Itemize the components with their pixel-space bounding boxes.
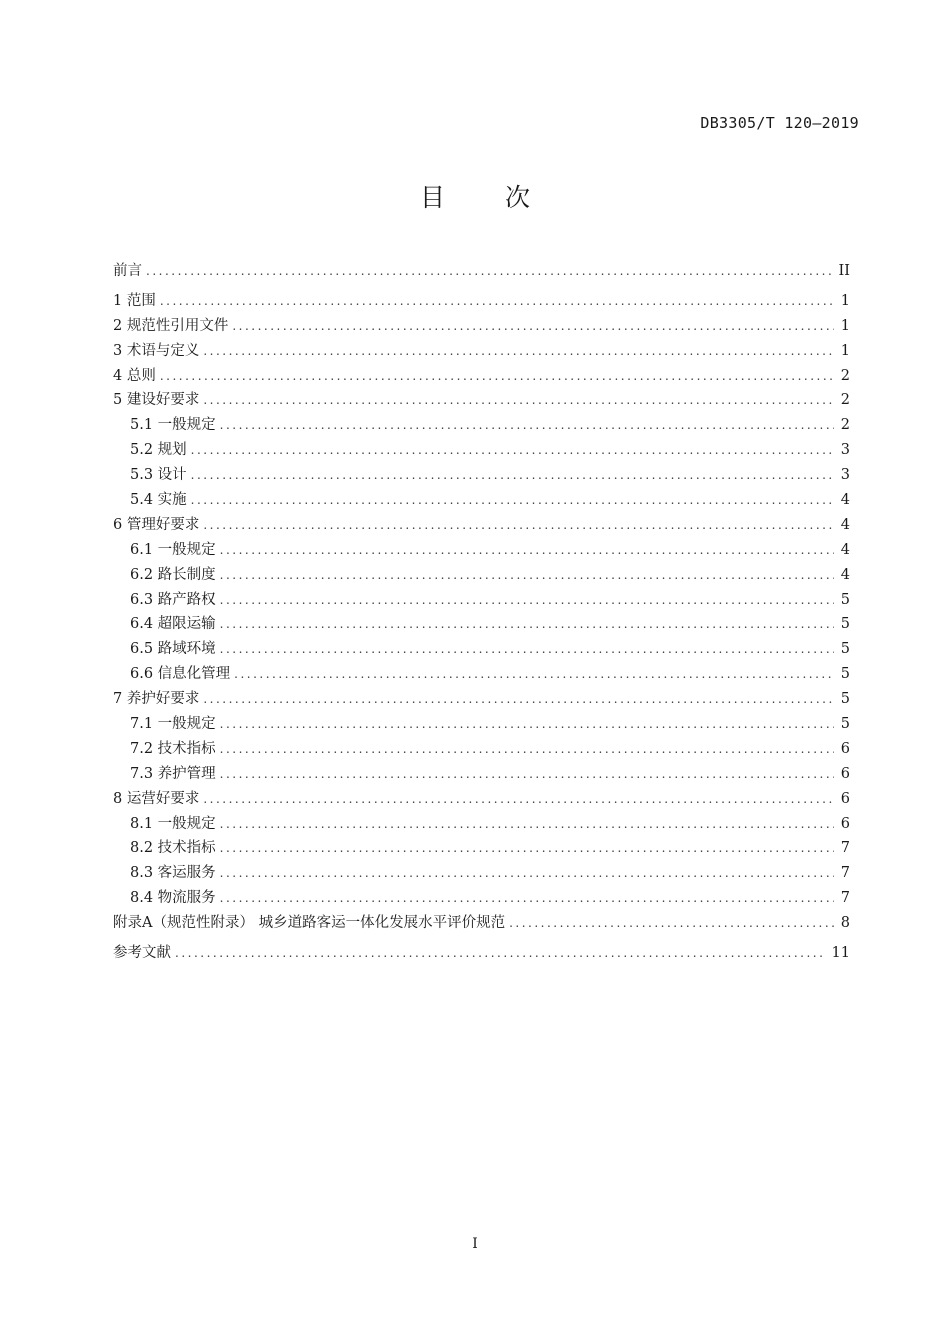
toc-dot-leader: [220, 612, 834, 637]
toc-dot-leader: [203, 388, 834, 413]
toc-entry-page: 6: [840, 765, 850, 782]
toc-dot-leader: [191, 488, 834, 513]
toc-entry-page: 1: [840, 317, 850, 334]
toc-entry[interactable]: [113, 463, 850, 488]
toc-entry-label: 7.2 技术指标: [130, 740, 216, 757]
toc-entry[interactable]: [113, 538, 850, 563]
toc-entry[interactable]: [113, 712, 850, 737]
page-title: 目 次: [420, 183, 556, 212]
toc-entry-label: 前言: [113, 263, 142, 279]
table-of-contents: [113, 259, 850, 966]
toc-entry-label: 7.1 一般规定: [130, 716, 216, 733]
toc-dot-leader: [220, 712, 834, 737]
toc-entry-label: 8 运营好要求: [113, 790, 200, 807]
toc-dot-leader: [220, 737, 834, 762]
toc-entry[interactable]: [113, 861, 850, 886]
toc-entry-page: 5: [840, 666, 850, 683]
toc-entry-label: 6.2 路长制度: [130, 566, 216, 583]
toc-entry-label: 7 养护好要求: [113, 691, 200, 708]
toc-entry[interactable]: [113, 388, 850, 413]
toc-entry-label: 6.5 路域环境: [130, 641, 216, 658]
toc-entry[interactable]: [113, 513, 850, 538]
toc-entry-page: 4: [840, 566, 850, 583]
toc-entry[interactable]: [113, 314, 850, 339]
toc-entry-label: 5 建设好要求: [113, 392, 200, 409]
page-number: I: [472, 1236, 478, 1252]
toc-entry-page: 4: [840, 492, 850, 509]
toc-entry-label: 6.3 路产路权: [130, 591, 216, 608]
toc-entry-label: 5.4 实施: [130, 492, 187, 509]
toc-entry-page: 7: [840, 890, 850, 907]
toc-dot-leader: [220, 588, 834, 613]
toc-entry-page: 4: [840, 541, 850, 558]
toc-entry-label: 6.6 信息化管理: [130, 666, 231, 683]
toc-dot-leader: [203, 687, 834, 712]
toc-dot-leader: [203, 787, 834, 812]
toc-entry[interactable]: [113, 488, 850, 513]
standard-code: DB3305/T 120—2019: [700, 114, 859, 132]
toc-entry-label: 5.2 规划: [130, 442, 187, 459]
toc-entry[interactable]: [113, 637, 850, 662]
toc-entry[interactable]: [113, 911, 850, 936]
toc-entry[interactable]: [113, 941, 850, 966]
toc-dot-leader: [234, 662, 834, 687]
toc-entry-page: 5: [840, 591, 850, 608]
toc-entry-page: 2: [840, 367, 850, 384]
toc-entry-label: 6.1 一般规定: [130, 541, 216, 558]
toc-dot-leader: [220, 812, 834, 837]
toc-entry[interactable]: [113, 413, 850, 438]
toc-dot-leader: [220, 563, 834, 588]
toc-entry-label: 4 总则: [113, 367, 156, 384]
toc-dot-leader: [220, 886, 834, 911]
toc-entry[interactable]: [113, 812, 850, 837]
toc-entry-label: 8.2 技术指标: [130, 840, 216, 857]
toc-entry[interactable]: [113, 737, 850, 762]
toc-entry-page: 7: [840, 865, 850, 882]
toc-dot-leader: [175, 941, 826, 966]
toc-entry-page: 5: [840, 691, 850, 708]
toc-dot-leader: [146, 259, 833, 284]
toc-entry-label: 6 管理好要求: [113, 516, 200, 533]
toc-entry-page: 7: [840, 840, 850, 857]
toc-dot-leader: [220, 861, 834, 886]
toc-dot-leader: [191, 438, 834, 463]
toc-entry-label: 8.4 物流服务: [130, 890, 216, 907]
toc-entry[interactable]: [113, 687, 850, 712]
toc-entry-label: 参考文献: [113, 945, 171, 962]
toc-entry-page: 2: [840, 392, 850, 409]
toc-entry-label: 8.1 一般规定: [130, 815, 216, 832]
toc-entry[interactable]: [113, 289, 850, 314]
toc-entry-label: 附录A（规范性附录） 城乡道路客运一体化发展水平评价规范: [113, 915, 506, 932]
toc-dot-leader: [509, 911, 834, 936]
toc-entry-label: 5.3 设计: [130, 467, 187, 484]
toc-entry-label: 5.1 一般规定: [130, 417, 216, 434]
toc-dot-leader: [203, 339, 834, 364]
toc-entry[interactable]: [113, 588, 850, 613]
toc-entry-page: 1: [840, 292, 850, 309]
toc-dot-leader: [220, 538, 834, 563]
toc-entry-page: 5: [840, 716, 850, 733]
toc-entry-page: 3: [840, 467, 850, 484]
toc-entry-label: 8.3 客运服务: [130, 865, 216, 882]
toc-entry[interactable]: [113, 836, 850, 861]
toc-entry-page: II: [838, 263, 850, 279]
toc-entry[interactable]: [113, 259, 850, 284]
toc-entry-page: 11: [831, 945, 850, 962]
toc-entry-page: 1: [840, 342, 850, 359]
toc-dot-leader: [203, 513, 834, 538]
toc-entry[interactable]: [113, 762, 850, 787]
toc-entry[interactable]: [113, 563, 850, 588]
toc-entry-label: 1 范围: [113, 292, 156, 309]
toc-dot-leader: [220, 413, 834, 438]
toc-dot-leader: [160, 364, 834, 389]
toc-entry[interactable]: [113, 886, 850, 911]
toc-entry[interactable]: [113, 364, 850, 389]
toc-entry-page: 5: [840, 641, 850, 658]
toc-entry-page: 4: [840, 516, 850, 533]
toc-entry-page: 2: [840, 417, 850, 434]
toc-dot-leader: [191, 463, 834, 488]
toc-entry-label: 2 规范性引用文件: [113, 317, 229, 334]
toc-entry-page: 3: [840, 442, 850, 459]
toc-dot-leader: [220, 836, 834, 861]
toc-entry-page: 6: [840, 740, 850, 757]
toc-dot-leader: [220, 762, 834, 787]
toc-dot-leader: [220, 637, 834, 662]
toc-dot-leader: [160, 289, 834, 314]
toc-entry-label: 3 术语与定义: [113, 342, 200, 359]
toc-entry-page: 6: [840, 790, 850, 807]
toc-entry-page: 6: [840, 815, 850, 832]
toc-entry[interactable]: [113, 612, 850, 637]
toc-entry-page: 5: [840, 616, 850, 633]
toc-entry[interactable]: [113, 787, 850, 812]
toc-entry-page: 8: [840, 915, 850, 932]
toc-entry[interactable]: [113, 438, 850, 463]
toc-dot-leader: [232, 314, 834, 339]
toc-entry[interactable]: [113, 662, 850, 687]
toc-entry[interactable]: [113, 339, 850, 364]
toc-entry-label: 6.4 超限运输: [130, 616, 216, 633]
toc-entry-label: 7.3 养护管理: [130, 765, 216, 782]
